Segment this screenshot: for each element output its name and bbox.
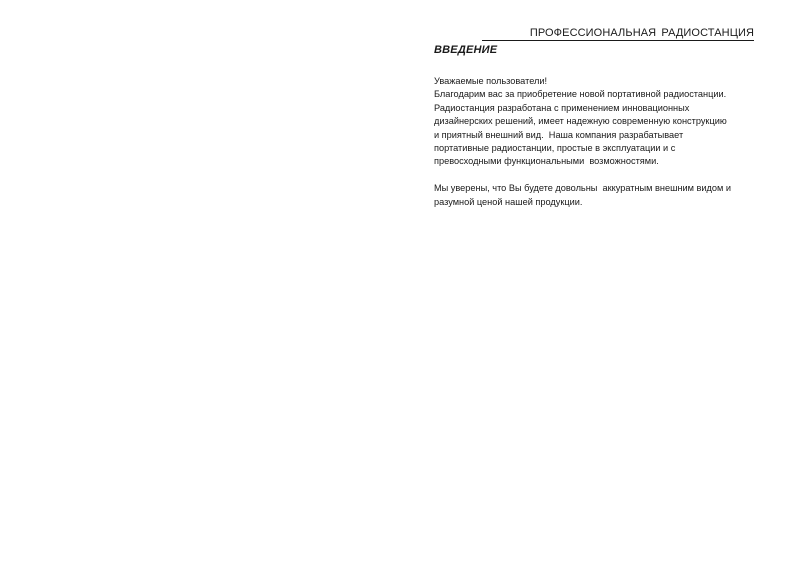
- paragraph-greeting: [434, 75, 764, 169]
- text-line: Радиостанция разработана с применением инновационных: [434, 102, 690, 113]
- intro-body: [434, 75, 764, 209]
- paragraph-spacer: [434, 169, 764, 182]
- text-line: портативные радиостанции, простые в эксплуатации и с: [434, 142, 676, 153]
- text-line: Благодарим вас за приобретение новой портативной радиостанции.: [434, 89, 727, 100]
- text-line: и приятный внешний вид. Наша компания разрабатывает: [434, 129, 684, 140]
- text-line: разумной ценой нашей продукции.: [434, 196, 583, 207]
- manual-page-right: [432, 0, 762, 564]
- running-header: ПРОФЕССИОНАЛЬНАЯ РАДИОСТАНЦИЯ: [529, 27, 754, 39]
- text-line: дизайнерских решений, имеет надежную современную конструкцию: [434, 116, 727, 127]
- text-line: Мы уверены, что Вы будете довольны аккуратным внешним видом и: [434, 183, 732, 194]
- header-rule: [482, 40, 754, 41]
- paragraph-closing: [434, 182, 764, 209]
- text-line: превосходными функциональными возможностями.: [434, 156, 659, 167]
- section-title: ВВЕДЕНИЕ: [434, 44, 498, 56]
- text-line: Уважаемые пользователи!: [434, 76, 548, 86]
